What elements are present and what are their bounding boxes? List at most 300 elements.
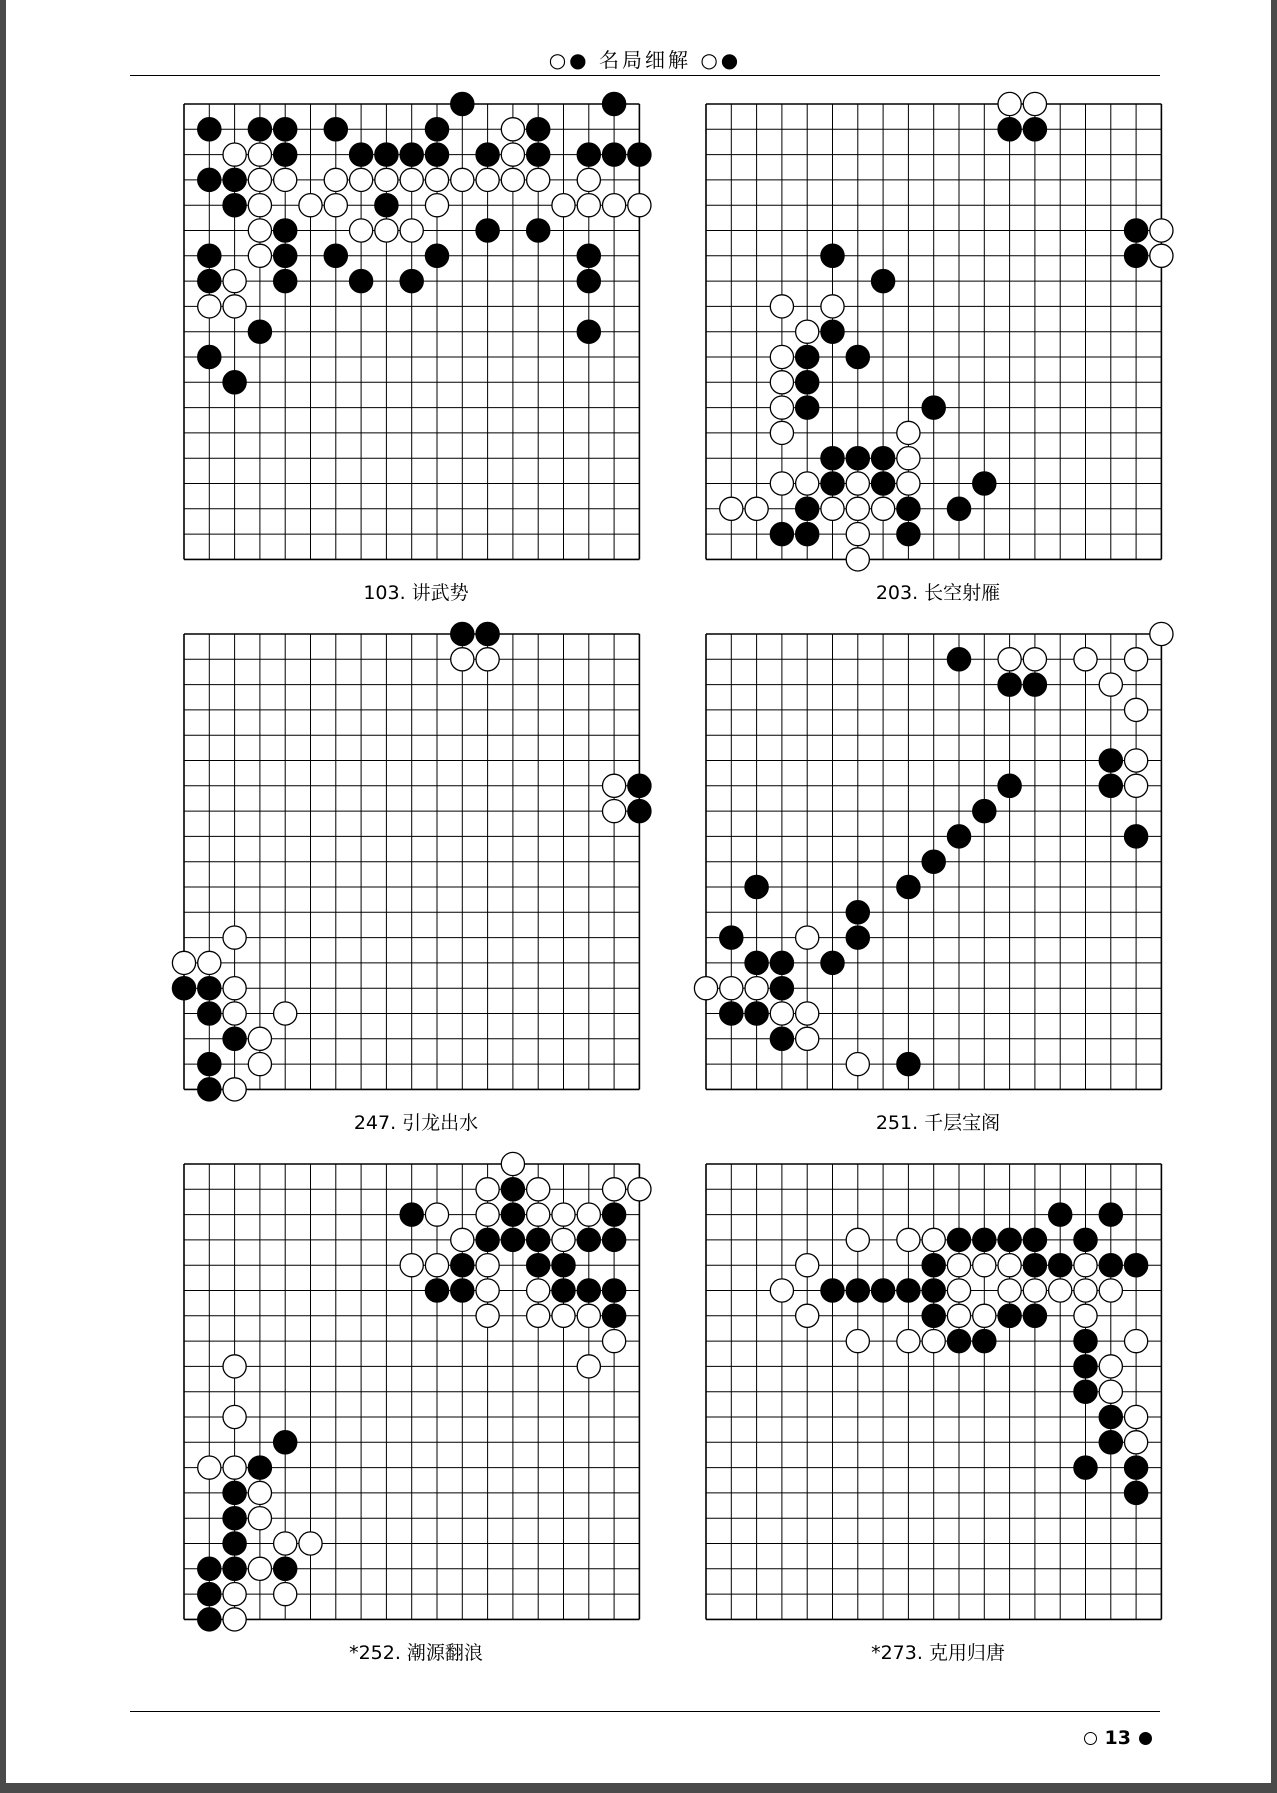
white-stone (1125, 1330, 1148, 1353)
black-stone (998, 774, 1021, 797)
white-stone (223, 1456, 246, 1479)
white-stone (425, 1254, 448, 1277)
black-stone (223, 1507, 246, 1530)
problem-caption: 247. 引龙出水 (353, 1112, 479, 1134)
black-stone (198, 1053, 221, 1076)
black-stone (527, 219, 550, 242)
black-stone (846, 926, 869, 949)
black-stone (1099, 749, 1122, 772)
black-stone (796, 345, 819, 368)
black-stone (274, 143, 297, 166)
problem-caption: 251. 千层宝阁 (875, 1112, 1001, 1134)
black-stone (375, 194, 398, 217)
problem-caption: *252. 潮源翻浪 (349, 1642, 483, 1664)
white-stone (451, 1228, 474, 1251)
black-stone (223, 1532, 246, 1555)
black-stone (274, 219, 297, 242)
white-stone (998, 1254, 1021, 1277)
black-stone (198, 1557, 221, 1580)
black-stone (947, 1330, 970, 1353)
white-stone (872, 497, 895, 520)
black-stone (451, 92, 474, 115)
white-stone (476, 648, 499, 671)
black-stone (451, 1254, 474, 1277)
black-stone (872, 270, 895, 293)
black-stone (1049, 1254, 1072, 1277)
black-stone (400, 270, 423, 293)
white-stone (274, 1532, 297, 1555)
black-stone (223, 1027, 246, 1050)
black-stone (527, 1254, 550, 1277)
page-number-block (1084, 1727, 1152, 1749)
white-stone (400, 219, 423, 242)
white-stone (451, 648, 474, 671)
black-stone (1125, 1456, 1148, 1479)
black-stone (846, 447, 869, 470)
white-stone (248, 194, 271, 217)
black-stone (1074, 1355, 1097, 1378)
white-stone (922, 1330, 945, 1353)
white-stone (770, 295, 793, 318)
black-stone (897, 523, 920, 546)
black-stone (1074, 1456, 1097, 1479)
white-stone (1125, 1405, 1148, 1428)
black-stone (603, 1203, 626, 1226)
black-stone (922, 1279, 945, 1302)
black-stone (603, 143, 626, 166)
white-stone (223, 1078, 246, 1101)
black-stone (973, 800, 996, 823)
black-stone (1125, 825, 1148, 848)
go-board-273 (698, 1156, 1178, 1636)
black-stone (1023, 1228, 1046, 1251)
white-stone (603, 774, 626, 797)
black-stone (274, 1431, 297, 1454)
page-header (130, 44, 1160, 78)
black-stone (501, 1228, 524, 1251)
board-grid (176, 626, 656, 1106)
white-stone (476, 1254, 499, 1277)
white-stone (603, 194, 626, 217)
black-stone (476, 1228, 499, 1251)
black-stone (821, 447, 844, 470)
white-stone (1125, 749, 1148, 772)
white-stone (552, 1203, 575, 1226)
black-stone (577, 244, 600, 267)
white-stone (1099, 673, 1122, 696)
black-stone (770, 977, 793, 1000)
black-stone (198, 1608, 221, 1631)
black-stone (527, 1228, 550, 1251)
white-stone (694, 977, 717, 1000)
black-stone (922, 1304, 945, 1327)
white-stone (821, 295, 844, 318)
white-stone (350, 168, 373, 191)
white-stone (846, 1330, 869, 1353)
black-stone (796, 497, 819, 520)
black-stone (745, 875, 768, 898)
black-stone (770, 1027, 793, 1050)
white-stone (1150, 622, 1173, 645)
white-stone (248, 1027, 271, 1050)
white-stone (527, 1279, 550, 1302)
white-stone (552, 1304, 575, 1327)
white-stone (846, 523, 869, 546)
white-stone (223, 977, 246, 1000)
black-stone (350, 143, 373, 166)
black-stone (1074, 1228, 1097, 1251)
black-stone (973, 1330, 996, 1353)
black-stone (577, 270, 600, 293)
white-stone (998, 648, 1021, 671)
white-stone (577, 1203, 600, 1226)
white-stone (603, 1178, 626, 1201)
white-stone (897, 1228, 920, 1251)
running-title: ○● 名局细解 ○● (548, 48, 742, 72)
white-stone (796, 1254, 819, 1277)
white-stone (223, 1583, 246, 1606)
white-stone (796, 472, 819, 495)
white-stone (248, 168, 271, 191)
black-stone (922, 1254, 945, 1277)
white-stone (248, 1557, 271, 1580)
white-stone (770, 1002, 793, 1025)
white-stone (577, 1355, 600, 1378)
black-stone (897, 875, 920, 898)
black-stone (324, 118, 347, 141)
black-stone (1125, 219, 1148, 242)
black-stone (198, 1583, 221, 1606)
white-stone (720, 497, 743, 520)
white-stone (897, 1330, 920, 1353)
white-stone (1125, 648, 1148, 671)
white-stone (1074, 1279, 1097, 1302)
black-stone (947, 497, 970, 520)
white-stone (1125, 698, 1148, 721)
go-board-103 (176, 96, 656, 576)
white-stone (274, 1583, 297, 1606)
black-stone (577, 1228, 600, 1251)
black-stone (1023, 673, 1046, 696)
black-stone (922, 850, 945, 873)
white-stone (1023, 648, 1046, 671)
white-stone (425, 168, 448, 191)
white-stone (1099, 1380, 1122, 1403)
black-stone (223, 1557, 246, 1580)
white-stone (1125, 1431, 1148, 1454)
book-page (6, 0, 1271, 1783)
problem-caption: 203. 长空射雁 (875, 582, 1001, 604)
black-stone (198, 1002, 221, 1025)
white-stone (527, 168, 550, 191)
black-stone (350, 270, 373, 293)
black-stone (198, 244, 221, 267)
black-stone (274, 1557, 297, 1580)
problem-caption: 103. 讲武势 (363, 582, 469, 604)
white-stone (501, 118, 524, 141)
white-stone (400, 168, 423, 191)
white-stone (476, 1304, 499, 1327)
black-stone (198, 977, 221, 1000)
white-stone (846, 1228, 869, 1251)
black-stone (527, 118, 550, 141)
black-stone (770, 951, 793, 974)
white-stone (628, 1178, 651, 1201)
black-stone (274, 244, 297, 267)
black-stone (425, 143, 448, 166)
white-stone (846, 548, 869, 571)
white-stone (501, 143, 524, 166)
black-stone (223, 1481, 246, 1504)
white-stone (821, 497, 844, 520)
black-stone (1099, 1254, 1122, 1277)
go-board-203 (698, 96, 1178, 576)
black-stone (998, 1228, 1021, 1251)
black-stone (1099, 1405, 1122, 1428)
black-stone (1099, 1431, 1122, 1454)
white-stone (603, 800, 626, 823)
white-stone (947, 1304, 970, 1327)
white-stone (1023, 92, 1046, 115)
board-grid (698, 96, 1178, 576)
black-stone (552, 1279, 575, 1302)
black-stone (1074, 1380, 1097, 1403)
black-stone (324, 244, 347, 267)
white-stone (796, 1002, 819, 1025)
black-stone (821, 1279, 844, 1302)
white-stone (223, 926, 246, 949)
white-stone (796, 1027, 819, 1050)
black-stone (172, 977, 195, 1000)
black-stone (947, 648, 970, 671)
white-stone (248, 1507, 271, 1530)
white-stone (552, 194, 575, 217)
black-stone (425, 244, 448, 267)
black-stone (198, 1078, 221, 1101)
black-stone (476, 143, 499, 166)
black-stone (796, 371, 819, 394)
white-stone (897, 421, 920, 444)
white-stone (527, 1178, 550, 1201)
black-stone (527, 143, 550, 166)
white-stone (947, 1254, 970, 1277)
white-stone (223, 1608, 246, 1631)
white-stone (897, 472, 920, 495)
white-stone (973, 1304, 996, 1327)
black-stone (248, 320, 271, 343)
white-stone (350, 219, 373, 242)
white-stone (248, 1053, 271, 1076)
white-stone (223, 270, 246, 293)
white-stone (1074, 1304, 1097, 1327)
black-stone (821, 951, 844, 974)
black-stone (796, 523, 819, 546)
black-stone (198, 168, 221, 191)
black-stone (1074, 1330, 1097, 1353)
black-stone (1023, 118, 1046, 141)
black-stone (577, 143, 600, 166)
black-stone (476, 622, 499, 645)
go-board-247 (176, 626, 656, 1106)
white-stone (223, 1355, 246, 1378)
black-stone (223, 194, 246, 217)
white-stone (198, 295, 221, 318)
white-stone (425, 1203, 448, 1226)
black-stone (248, 118, 271, 141)
black-stone-icon (1139, 1732, 1152, 1745)
black-stone (720, 1002, 743, 1025)
black-stone (821, 320, 844, 343)
black-stone (973, 1228, 996, 1251)
go-board-251 (698, 626, 1178, 1106)
white-stone (998, 92, 1021, 115)
black-stone (1023, 1304, 1046, 1327)
black-stone (1125, 1254, 1148, 1277)
white-stone (770, 421, 793, 444)
white-stone (998, 1279, 1021, 1302)
white-stone (947, 1279, 970, 1302)
white-stone (425, 194, 448, 217)
black-stone (603, 1228, 626, 1251)
black-stone (922, 396, 945, 419)
white-stone (846, 1053, 869, 1076)
black-stone (821, 244, 844, 267)
black-stone (198, 118, 221, 141)
white-stone-icon (1084, 1732, 1097, 1745)
white-stone (1074, 1254, 1097, 1277)
black-stone (425, 1279, 448, 1302)
white-stone (1150, 219, 1173, 242)
problem-caption: *273. 克用归唐 (871, 1642, 1005, 1664)
header-rule (130, 75, 1160, 76)
black-stone (796, 396, 819, 419)
white-stone (476, 1279, 499, 1302)
black-stone (1049, 1203, 1072, 1226)
white-stone (1049, 1279, 1072, 1302)
black-stone (998, 118, 1021, 141)
white-stone (274, 1002, 297, 1025)
black-stone (628, 800, 651, 823)
black-stone (872, 1279, 895, 1302)
white-stone (501, 1152, 524, 1175)
white-stone (223, 295, 246, 318)
board-grid (698, 626, 1178, 1106)
white-stone (501, 168, 524, 191)
white-stone (172, 951, 195, 974)
white-stone (770, 371, 793, 394)
black-stone (973, 472, 996, 495)
white-stone (973, 1254, 996, 1277)
black-stone (577, 1279, 600, 1302)
white-stone (375, 219, 398, 242)
white-stone (198, 1456, 221, 1479)
black-stone (846, 345, 869, 368)
black-stone (897, 1279, 920, 1302)
black-stone (872, 447, 895, 470)
black-stone (1099, 774, 1122, 797)
white-stone (223, 143, 246, 166)
black-stone (872, 472, 895, 495)
white-stone (628, 194, 651, 217)
black-stone (770, 523, 793, 546)
page-number: 13 (1104, 1727, 1131, 1749)
black-stone (603, 92, 626, 115)
black-stone (1125, 244, 1148, 267)
page-footer (130, 1700, 1160, 1760)
white-stone (897, 447, 920, 470)
black-stone (501, 1203, 524, 1226)
black-stone (745, 1002, 768, 1025)
black-stone (223, 168, 246, 191)
black-stone (821, 472, 844, 495)
white-stone (846, 472, 869, 495)
black-stone (198, 345, 221, 368)
white-stone (577, 168, 600, 191)
black-stone (400, 143, 423, 166)
white-stone (248, 219, 271, 242)
go-board-252 (176, 1156, 656, 1636)
board-grid (176, 96, 656, 576)
black-stone (745, 951, 768, 974)
black-stone (198, 270, 221, 293)
white-stone (223, 1002, 246, 1025)
black-stone (947, 825, 970, 848)
white-stone (846, 497, 869, 520)
black-stone (223, 371, 246, 394)
white-stone (603, 1330, 626, 1353)
white-stone (796, 926, 819, 949)
black-stone (720, 926, 743, 949)
black-stone (628, 774, 651, 797)
white-stone (299, 1532, 322, 1555)
black-stone (577, 320, 600, 343)
white-stone (720, 977, 743, 1000)
black-stone (375, 143, 398, 166)
white-stone (324, 168, 347, 191)
white-stone (1125, 774, 1148, 797)
white-stone (552, 1228, 575, 1251)
black-stone (552, 1254, 575, 1277)
black-stone (628, 143, 651, 166)
white-stone (248, 1481, 271, 1504)
black-stone (1023, 1254, 1046, 1277)
white-stone (1074, 648, 1097, 671)
white-stone (577, 1304, 600, 1327)
white-stone (796, 1304, 819, 1327)
white-stone (577, 194, 600, 217)
white-stone (299, 194, 322, 217)
white-stone (1099, 1279, 1122, 1302)
black-stone (897, 1053, 920, 1076)
white-stone (922, 1228, 945, 1251)
black-stone (451, 1279, 474, 1302)
white-stone (1099, 1355, 1122, 1378)
white-stone (324, 194, 347, 217)
black-stone (501, 1178, 524, 1201)
black-stone (1099, 1203, 1122, 1226)
white-stone (248, 143, 271, 166)
black-stone (998, 673, 1021, 696)
white-stone (745, 497, 768, 520)
white-stone (274, 168, 297, 191)
white-stone (1023, 1279, 1046, 1302)
white-stone (223, 1405, 246, 1428)
black-stone (846, 1279, 869, 1302)
black-stone (603, 1279, 626, 1302)
black-stone (248, 1456, 271, 1479)
white-stone (198, 951, 221, 974)
white-stone (476, 168, 499, 191)
